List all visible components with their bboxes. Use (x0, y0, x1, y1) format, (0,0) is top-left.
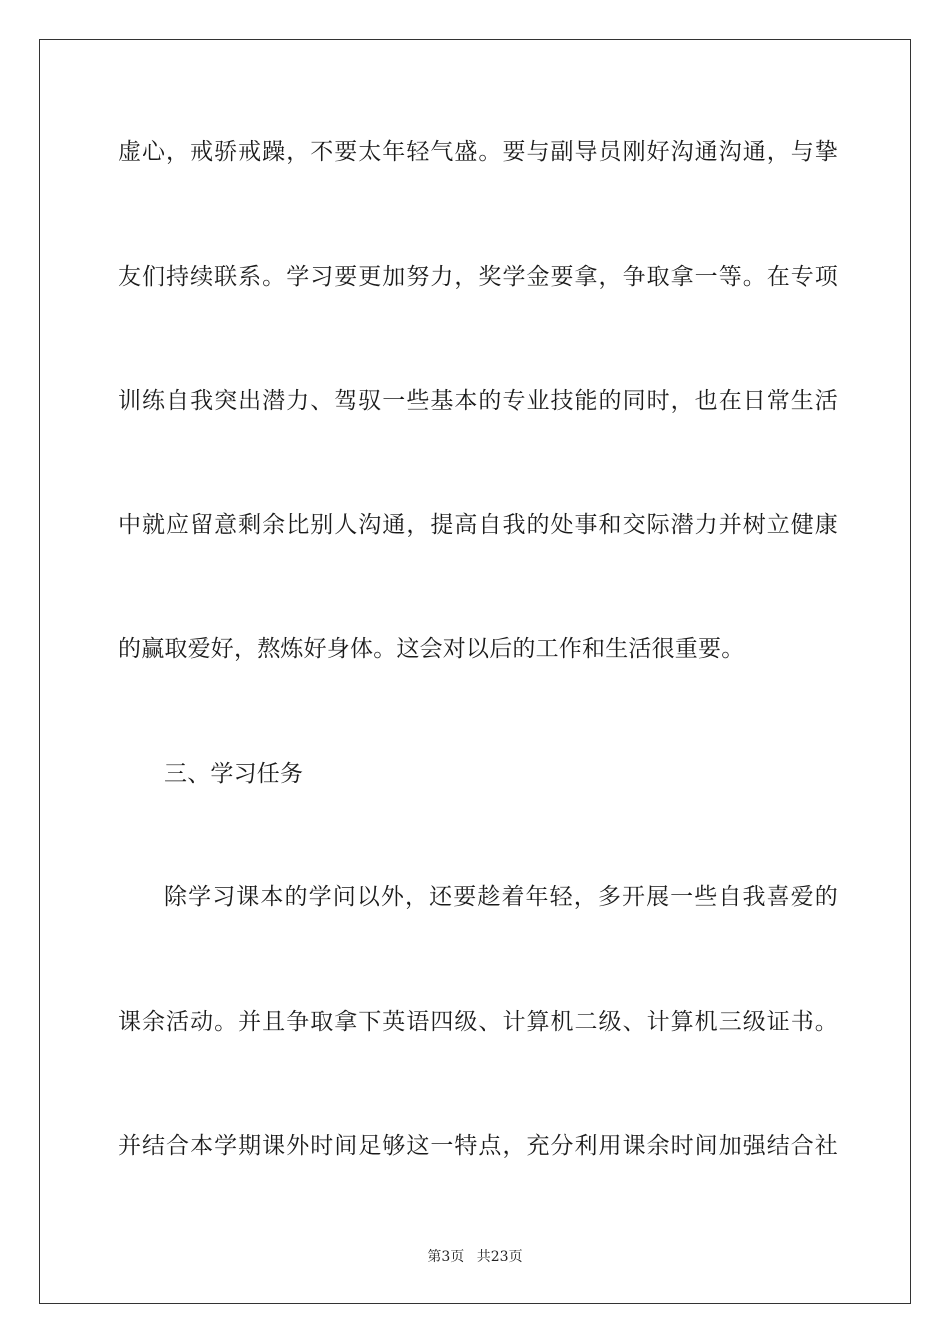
page-border (39, 39, 911, 1304)
body-text-line: 除学习课本的学问以外，还要趁着年轻，多开展一些自我喜爱的 (164, 884, 838, 910)
body-text-line: 友们持续联系。学习要更加努力，奖学金要拿，争取拿一等。在专项 (118, 264, 838, 290)
body-text-line: 并结合本学期课外时间足够这一特点，充分利用课余时间加强结合社 (118, 1133, 838, 1159)
section-heading: 三、学习任务 (164, 761, 304, 787)
body-text-line: 虚心，戒骄戒躁，不要太年轻气盛。要与副导员刚好沟通沟通，与挚 (118, 139, 838, 165)
body-text-line: 训练自我突出潜力、驾驭一些基本的专业技能的同时，也在日常生活 (118, 388, 838, 414)
page-footer (0, 1247, 950, 1267)
total-pages: 共23页 (476, 1249, 523, 1265)
body-text-line: 中就应留意剩余比别人沟通，提高自我的处事和交际潜力并树立健康 (118, 512, 838, 538)
body-text-line: 课余活动。并且争取拿下英语四级、计算机二级、计算机三级证书。 (118, 1009, 838, 1035)
body-text-line: 的赢取爱好，熬炼好身体。这会对以后的工作和生活很重要。 (118, 636, 745, 662)
page-number: 第3页 (427, 1249, 465, 1265)
